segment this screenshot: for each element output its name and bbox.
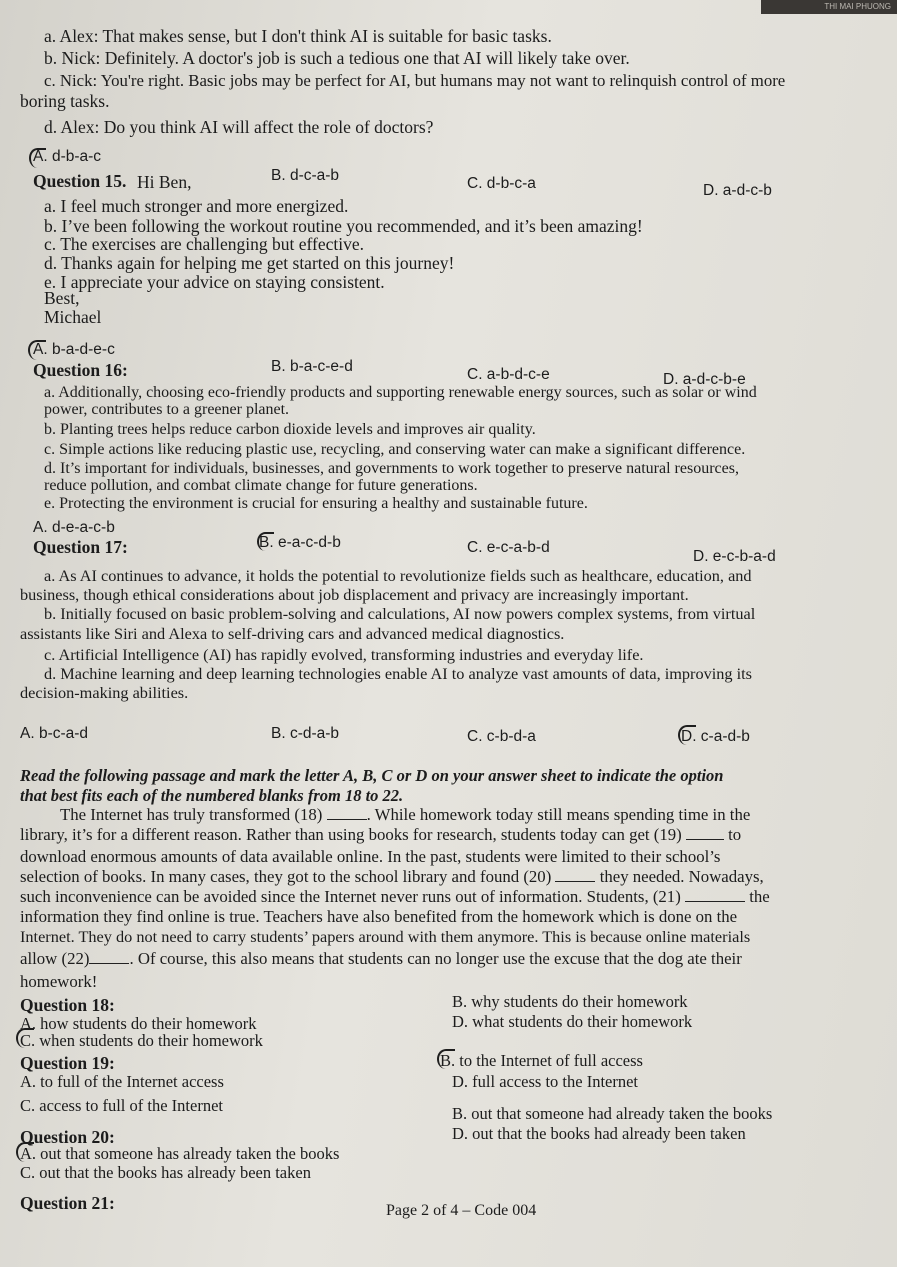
q20-option-a[interactable]: A. out that someone has already taken the books [20, 1144, 340, 1163]
page-footer: Page 2 of 4 – Code 004 [386, 1202, 537, 1219]
q14-line-d: d. Alex: Do you think AI will affect the role of doctors? [44, 117, 434, 137]
q18-option-c[interactable]: C. when students do their homework [20, 1031, 263, 1050]
q17-title: Question 17: [33, 537, 128, 557]
q20-option-b[interactable]: B. out that someone had already taken the books [452, 1104, 773, 1123]
q15-line-c: c. The exercises are challenging but effective. [44, 234, 365, 254]
q16-option-d[interactable]: D. e-c-b-a-d [693, 548, 776, 565]
passage-text: such inconvenience can be avoided since the Internet never runs out of information. Students, (21) [20, 887, 681, 906]
q18-option-a[interactable]: A. how students do their homework [20, 1014, 257, 1033]
q21-title: Question 21: [20, 1193, 115, 1213]
q15-signature: Michael [44, 307, 102, 327]
passage-line-1 [60, 805, 750, 825]
passage-line-2 [20, 825, 741, 845]
q17-option-d[interactable]: D. c-a-d-b [681, 728, 750, 745]
q19-option-c[interactable]: C. access to full of the Internet [20, 1096, 223, 1115]
passage-text: selection of books. In many cases, they got to the school library and found (20) [20, 867, 552, 886]
q14-option-b[interactable]: B. d-c-a-b [271, 167, 340, 184]
q15-option-a[interactable]: A. b-a-d-e-c [33, 341, 115, 358]
q18-option-b[interactable]: B. why students do their homework [452, 992, 688, 1011]
blank-18[interactable] [327, 805, 367, 820]
q14-option-a[interactable]: A. d-b-a-c [33, 148, 102, 165]
q17-line-d: d. Machine learning and deep learning technologies enable AI to analyze vast amounts of data, improving its [44, 664, 753, 683]
q17-line-a: a. As AI continues to advance, it holds the potential to revolutionize fields such as healthcare, education, and [44, 566, 752, 585]
q18-option-d[interactable]: D. what students do their homework [452, 1012, 693, 1031]
q17-option-a[interactable]: A. b-c-a-d [20, 725, 89, 742]
passage-line-8 [20, 949, 742, 969]
q20-title: Question 20: [20, 1127, 115, 1147]
q16-option-b[interactable]: B. e-a-c-d-b [259, 534, 341, 551]
q16-option-a[interactable]: A. d-e-a-c-b [33, 519, 115, 536]
q18-title: Question 18: [20, 995, 115, 1015]
passage-line-7: Internet. They do not need to carry students’ papers around with them anymore. This is because online materials [20, 927, 751, 946]
q16-line-a: a. Additionally, choosing eco-friendly products and supporting renewable energy sources, such as solar or wind [44, 384, 757, 401]
q16-line-b: b. Planting trees helps reduce carbon dioxide levels and improves air quality. [44, 421, 536, 438]
q17-line-a-cont: business, though ethical considerations about job displacement and privacy are increasingly important. [20, 585, 689, 604]
q15-line-e: e. I appreciate your advice on staying consistent. [44, 272, 385, 292]
q14-line-b: b. Nick: Definitely. A doctor's job is such a tedious one that AI will likely take over. [44, 48, 630, 68]
q16-line-e: e. Protecting the environment is crucial for ensuring a healthy and sustainable future. [44, 495, 588, 512]
passage-text: . Of course, this also means that students can no longer use the excuse that the dog ate their [129, 949, 742, 968]
q15-line-b: b. I’ve been following the workout routine you recommended, and it’s been amazing! [44, 216, 643, 236]
q17-line-d-cont: decision-making abilities. [20, 683, 189, 702]
passage-text: they needed. Nowadays, [599, 867, 764, 886]
instruction-line-2: that best fits each of the numbered blanks from 18 to 22. [20, 786, 404, 805]
q14-line-a: a. Alex: That makes sense, but I don't think AI is suitable for basic tasks. [44, 26, 552, 46]
passage-text: The Internet has truly transformed (18) [60, 805, 323, 824]
passage-line-4 [20, 867, 764, 887]
passage-text: library, it’s for a different reason. Rather than using books for research, students today can get (19) [20, 825, 682, 844]
q17-option-c[interactable]: C. c-b-d-a [467, 728, 536, 745]
blank-20[interactable] [555, 867, 595, 882]
q20-option-d[interactable]: D. out that the books had already been taken [452, 1124, 746, 1143]
q15-option-c[interactable]: C. a-b-d-c-e [467, 366, 550, 383]
passage-line-6: information they find online is true. Teachers have also benefited from the homework which is done on the [20, 907, 738, 926]
q16-title: Question 16: [33, 360, 128, 380]
q17-option-b[interactable]: B. c-d-a-b [271, 725, 340, 742]
blank-22[interactable] [89, 949, 129, 964]
q14-option-c[interactable]: C. d-b-c-a [467, 175, 536, 192]
q20-option-c[interactable]: C. out that the books has already been taken [20, 1163, 311, 1182]
passage-line-3: download enormous amounts of data available online. In the past, students were limited to their school’s [20, 847, 721, 866]
passage-text: allow (22) [20, 949, 90, 968]
passage-text: . While homework today still means spending time in the [366, 805, 751, 824]
q15-option-b[interactable]: B. b-a-c-e-d [271, 358, 353, 375]
q17-line-b-cont: assistants like Siri and Alexa to self-driving cars and advanced medical diagnostics. [20, 624, 565, 643]
q14-line-c-cont: boring tasks. [20, 91, 110, 111]
q16-line-d-cont: reduce pollution, and combat climate change for future generations. [44, 477, 478, 494]
q19-option-d[interactable]: D. full access to the Internet [452, 1072, 639, 1091]
q14-line-c: c. Nick: You're right. Basic jobs may be perfect for AI, but humans may not want to relinquish control of more [44, 71, 786, 90]
passage-line-5 [20, 887, 770, 907]
passage-text: to [728, 825, 742, 844]
q15-option-d[interactable]: D. a-d-c-b-e [663, 371, 746, 388]
q16-line-a-cont: power, contributes to a greener planet. [44, 401, 290, 418]
q15-line-a: a. I feel much stronger and more energized. [44, 196, 349, 216]
blank-21[interactable] [685, 887, 745, 902]
q16-line-c: c. Simple actions like reducing plastic use, recycling, and conserving water can make a significant difference. [44, 441, 746, 458]
q17-line-b: b. Initially focused on basic problem-solving and calculations, AI now powers complex systems, from virtual [44, 604, 756, 623]
q17-line-c: c. Artificial Intelligence (AI) has rapidly evolved, transforming industries and everyday life. [44, 645, 644, 664]
q14-option-d[interactable]: D. a-d-c-b [703, 182, 772, 199]
passage-line-9: homework! [20, 972, 98, 991]
q19-title: Question 19: [20, 1053, 115, 1073]
q16-line-d: d. It’s important for individuals, businesses, and governments to work together to preserve natural resources, [44, 460, 739, 477]
q15-line-d: d. Thanks again for helping me get started on this journey! [44, 253, 455, 273]
q15-closing: Best, [44, 288, 80, 308]
q16-option-c[interactable]: C. e-c-a-b-d [467, 539, 550, 556]
corner-label: THI MAI PHUONG [761, 0, 897, 14]
q15-title: Question 15. [33, 171, 127, 191]
blank-19[interactable] [686, 825, 724, 840]
q15-greeting: Hi Ben, [137, 172, 192, 192]
passage-text: the [749, 887, 770, 906]
q19-option-b[interactable]: B. to the Internet of full access [440, 1051, 643, 1070]
q19-option-a[interactable]: A. to full of the Internet access [20, 1072, 224, 1091]
instruction-line-1: Read the following passage and mark the letter A, B, C or D on your answer sheet to indicate the option [20, 766, 724, 785]
